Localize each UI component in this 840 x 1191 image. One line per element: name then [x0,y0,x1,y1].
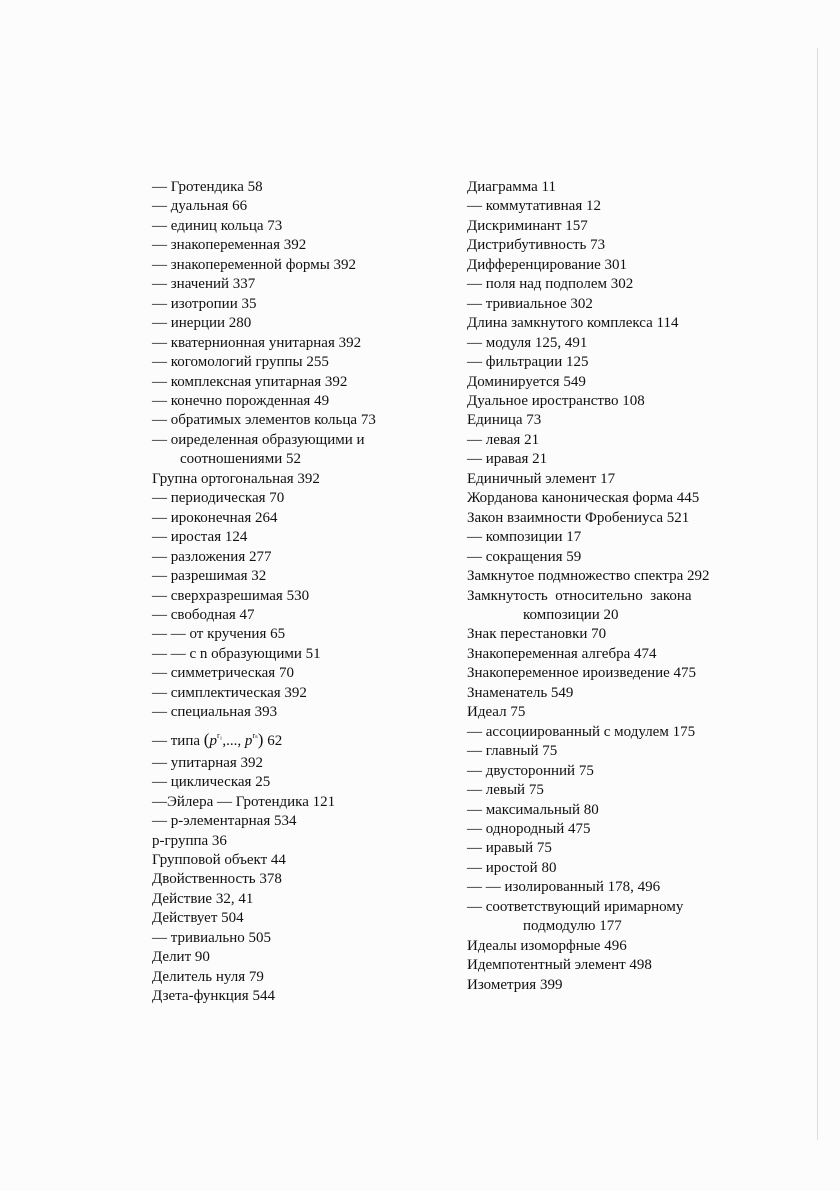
index-entry: Замкнутое подмножество спектра 292 [467,568,710,585]
index-entry: — — изолированный 178, 496 [467,879,661,896]
index-entry: — циклическая 25 [152,774,271,791]
index-entry-type-formula [152,723,452,754]
index-entry: Изометрия 399 [467,976,563,993]
type-page: 62 [267,732,283,749]
index-entry: Дуальное иространство 108 [467,392,645,409]
formula-close-paren: ) [257,729,264,749]
index-entry: — кватернионная унитарная 392 [152,334,362,351]
index-entry: Дзета-функция 544 [152,988,275,1005]
formula-open-paren: ( [203,729,210,749]
index-entry: Двойственность 378 [152,871,282,888]
index-entry: — поля над подполем 302 [467,276,634,293]
index-entry: — упитарная 392 [152,754,264,771]
index-entry: Знакопеременное ироизведение 475 [467,665,697,682]
index-entry: — разрешимая 32 [152,568,267,585]
index-entry: — иростая 124 [152,529,248,546]
index-entry: Диаграмма 11 [467,179,556,195]
index-entry: Замкнутость относительно закона [467,587,692,604]
index-entry: Длина замкнутого комплекса 114 [467,315,679,332]
index-entry: Групповой объект 44 [152,851,286,868]
index-entry: — специальная 393 [152,704,278,721]
index-entry: — конечно порожденная 49 [152,392,330,409]
index-entry: Знак перестановки 70 [467,626,607,643]
index-entry: — комплексная упитарная 392 [152,373,348,390]
index-entry: — иростой 80 [467,859,557,876]
index-entry: Закон взаимности Фробениуса 521 [467,509,690,526]
index-entry: — иравый 75 [467,840,552,857]
index-entry: Дифференцирование 301 [467,256,628,273]
index-entry-continuation: подмодулю 177 [523,918,622,935]
index-entry: Делит 90 [152,949,210,966]
index-entry: Идеал 75 [467,704,526,721]
index-entry: — левый 75 [467,782,544,799]
formula-superscript: r₁ [216,730,223,740]
index-entry: — обратимых элементов кольца 73 [152,412,376,429]
index-entry: — Гротендика 58 [152,179,263,195]
index-entry: — знакопеременная 392 [152,237,307,254]
index-entry: Доминируется 549 [467,373,586,390]
index-entry: — когомологий группы 255 [152,354,329,371]
index-entry: Знакопеременная алгебра 474 [467,645,657,662]
index-entry: Групна ортогональная 392 [152,470,320,487]
index-entry: Делитель нуля 79 [152,968,264,985]
index-entry: — периодическая 70 [152,490,285,507]
type-prefix: — типа [152,732,201,749]
index-entry: — p-элементарная 534 [152,813,297,830]
formula-p: p [209,732,217,749]
index-entry-continuation: соотношениями 52 [180,451,301,468]
index-entry: — двусторонний 75 [467,762,594,779]
index-entry: — коммутативная 12 [467,198,601,215]
index-entry: — ассоциированный с модулем 175 [467,723,696,740]
index-entry: p-группа 36 [152,832,227,849]
index-entry: Единица 73 [467,412,542,429]
index-entry: — главный 75 [467,743,558,760]
index-entry: — композиции 17 [467,529,582,546]
index-entry: — инерции 280 [152,315,252,332]
index-entry: — разложения 277 [152,548,272,565]
formula-superscript: rₛ [252,730,258,740]
index-entry: — модуля 125, 491 [467,334,588,351]
index-entry: — сверхразрешимая 530 [152,587,310,604]
index-entry: — — с n образующими 51 [152,645,321,662]
page-edge-line [817,48,818,1140]
index-entry: — оиределенная образующими и [152,431,365,448]
index-entry: — симплектическая 392 [152,684,307,701]
index-entry: — значений 337 [152,276,256,293]
index-entry: — свободная 47 [152,606,255,623]
index-entry: — фильтрации 125 [467,354,589,371]
index-entry: — однородный 475 [467,820,591,837]
index-entry: Действие 32, 41 [152,890,254,907]
index-entry: Идемпотентный элемент 498 [467,957,652,974]
index-entry: — максимальный 80 [467,801,599,818]
index-column-left [152,178,452,1007]
index-entry: — дуальная 66 [152,198,248,215]
index-entry: — — от кручения 65 [152,626,286,643]
index-entry: —Эйлера — Гротендика 121 [152,793,336,810]
index-entry: Единичный элемент 17 [467,470,616,487]
index-entry: — знакопеременной формы 392 [152,256,357,273]
index-entry: — единиц кольца 73 [152,217,283,234]
index-entry: — иравая 21 [467,451,548,468]
index-entry: Идеалы изоморфные 496 [467,937,627,954]
index-entry: — ироконечная 264 [152,509,278,526]
index-entry-continuation: композиции 20 [523,606,619,623]
index-entry: — тривиальное 302 [467,295,593,312]
index-entry: — изотропии 35 [152,295,257,312]
index-entry: — тривиально 505 [152,929,272,946]
index-entry: — левая 21 [467,431,540,448]
index-entry: Дистрибутивность 73 [467,237,606,254]
index-entry: Знаменатель 549 [467,684,574,701]
index-entry: — сокращения 59 [467,548,582,565]
index-column-right [467,178,767,995]
index-entry: — соответствующий иримарному [467,898,684,915]
formula-p: p [244,732,253,749]
index-entry: Жорданова каноническая форма 445 [467,490,700,507]
formula-ellipsis: ,..., [222,732,245,749]
index-entry: — симметрическая 70 [152,665,294,682]
index-entry: Действует 504 [152,910,244,927]
index-entry: Дискриминант 157 [467,217,588,234]
